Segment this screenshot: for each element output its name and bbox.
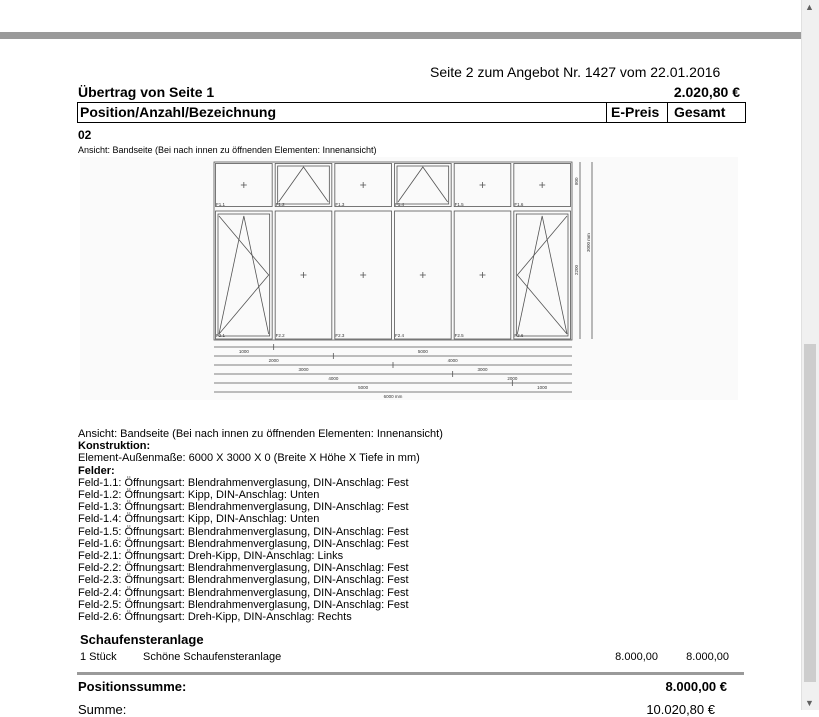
dim-label: 2000 — [507, 376, 518, 381]
top-pane — [275, 164, 332, 207]
field-line: Feld-2.1: Öffnungsart: Dreh-Kipp, DIN-Anschlag: Links — [78, 550, 344, 563]
drawing-svg — [80, 157, 738, 400]
field-line: Feld-1.2: Öffnungsart: Kipp, DIN-Anschlag: Unten — [78, 489, 320, 502]
sum-label: Summe: — [78, 702, 127, 717]
dim-label: 2000 — [268, 358, 279, 363]
position-title: Schaufensteranlage — [80, 632, 204, 647]
dim-label: 6000 mm — [383, 394, 403, 399]
field-label-top: F1.5 — [454, 202, 464, 207]
position-name: Schöne Schaufensteranlage — [143, 651, 282, 663]
tilt-mark — [398, 167, 448, 202]
field-line: Feld-1.5: Öffnungsart: Blendrahmenverglasung, DIN-Anschlag: Fest — [78, 525, 409, 538]
position-sum-label: Positionssumme: — [78, 679, 187, 694]
page-reference: Seite 2 zum Angebot Nr. 1427 vom 22.01.2016 — [430, 64, 721, 80]
fields-heading: Felder: — [78, 464, 115, 477]
field-label-top: F1.1 — [216, 202, 226, 207]
bottom-pane — [514, 211, 571, 339]
sash-top — [278, 166, 330, 204]
field-label-bottom: F2.5 — [454, 333, 464, 338]
col-total: Gesamt — [674, 104, 726, 120]
sash-bottom — [516, 214, 568, 336]
scroll-up-icon[interactable]: ▲ — [805, 2, 814, 12]
fields-list — [78, 477, 443, 623]
field-label-top: F1.4 — [395, 202, 405, 207]
description-view: Ansicht: Bandseite (Bei nach innen zu öffnenden Elementen: Innenansicht) — [78, 428, 443, 440]
window-technical-drawing — [80, 157, 738, 400]
col-position: Position/Anzahl/Bezeichnung — [80, 104, 277, 120]
page-top-border — [0, 32, 802, 39]
field-label-top: F1.6 — [514, 202, 524, 207]
field-label-bottom: F2.6 — [514, 333, 524, 338]
dim-label: 800 — [574, 177, 579, 185]
col-unit-price: E-Preis — [611, 104, 660, 120]
sash-bottom — [218, 214, 270, 336]
position-quantity: 1 Stück — [80, 651, 117, 663]
turn-mark — [219, 216, 269, 334]
dim-label: 3000 — [298, 367, 309, 372]
field-line: Feld-1.6: Öffnungsart: Blendrahmenverglasung, DIN-Anschlag: Fest — [78, 537, 409, 550]
field-label-bottom: F2.3 — [335, 333, 345, 338]
view-caption: Ansicht: Bandseite (Bei nach innen zu öffnenden Elementen: Innenansicht) — [78, 145, 377, 155]
position-total: 8.000,00 — [686, 651, 729, 663]
sash-top — [397, 166, 449, 204]
field-line: Feld-2.5: Öffnungsart: Blendrahmenverglasung, DIN-Anschlag: Fest — [78, 598, 409, 611]
field-line: Feld-2.3: Öffnungsart: Blendrahmenverglasung, DIN-Anschlag: Fest — [78, 574, 409, 587]
field-line: Feld-2.6: Öffnungsart: Dreh-Kipp, DIN-Anschlag: Rechts — [78, 611, 352, 624]
outer-frame — [214, 162, 572, 340]
dim-label: 1000 — [238, 349, 249, 354]
tilt-mark — [279, 167, 329, 202]
field-label-top: F1.3 — [335, 202, 345, 207]
carry-over-label: Übertrag von Seite 1 — [78, 84, 215, 100]
field-label-bottom: F2.4 — [395, 333, 405, 338]
dim-label: 1000 — [537, 385, 548, 390]
position-number: 02 — [78, 128, 92, 142]
carry-over-amount: 2.020,80 € — [673, 84, 740, 100]
dim-label: 3000 mm — [586, 233, 591, 252]
dimensions-text: Element-Außenmaße: 6000 X 3000 X 0 (Breite X Höhe X Tiefe in mm) — [78, 452, 420, 465]
field-description — [78, 428, 443, 623]
vertical-scrollbar[interactable] — [801, 0, 819, 710]
field-line: Feld-1.3: Öffnungsart: Blendrahmenverglasung, DIN-Anschlag: Fest — [78, 501, 409, 514]
turn-mark — [517, 216, 567, 334]
dim-label: 5000 — [358, 385, 369, 390]
field-line: Feld-2.2: Öffnungsart: Blendrahmenverglasung, DIN-Anschlag: Fest — [78, 562, 409, 575]
table-header — [77, 102, 746, 123]
field-line: Feld-1.1: Öffnungsart: Blendrahmenverglasung, DIN-Anschlag: Fest — [78, 476, 409, 489]
field-label-bottom: F2.2 — [275, 333, 285, 338]
position-unit-price: 8.000,00 — [615, 651, 658, 663]
field-label-bottom: F2.1 — [216, 333, 226, 338]
dim-label: 5000 — [417, 349, 428, 354]
scroll-thumb[interactable] — [804, 344, 816, 682]
tilt-mark — [219, 216, 269, 334]
field-label-top: F1.2 — [275, 202, 285, 207]
dim-label: 4000 — [328, 376, 339, 381]
scroll-down-icon[interactable]: ▼ — [805, 698, 814, 708]
dim-label: 4000 — [447, 358, 458, 363]
construction-heading: Konstruktion: — [78, 440, 151, 453]
summary-separator — [77, 672, 744, 675]
dim-label: 3000 — [477, 367, 488, 372]
field-line: Feld-2.4: Öffnungsart: Blendrahmenverglasung, DIN-Anschlag: Fest — [78, 586, 409, 599]
field-line: Feld-1.4: Öffnungsart: Kipp, DIN-Anschlag: Unten — [78, 513, 320, 526]
sum-value: 10.020,80 € — [646, 702, 715, 717]
top-pane — [395, 164, 452, 207]
tilt-mark — [517, 216, 567, 334]
dim-label: 2200 — [574, 264, 579, 275]
bottom-pane — [216, 211, 273, 339]
position-sum-value: 8.000,00 € — [665, 679, 727, 694]
